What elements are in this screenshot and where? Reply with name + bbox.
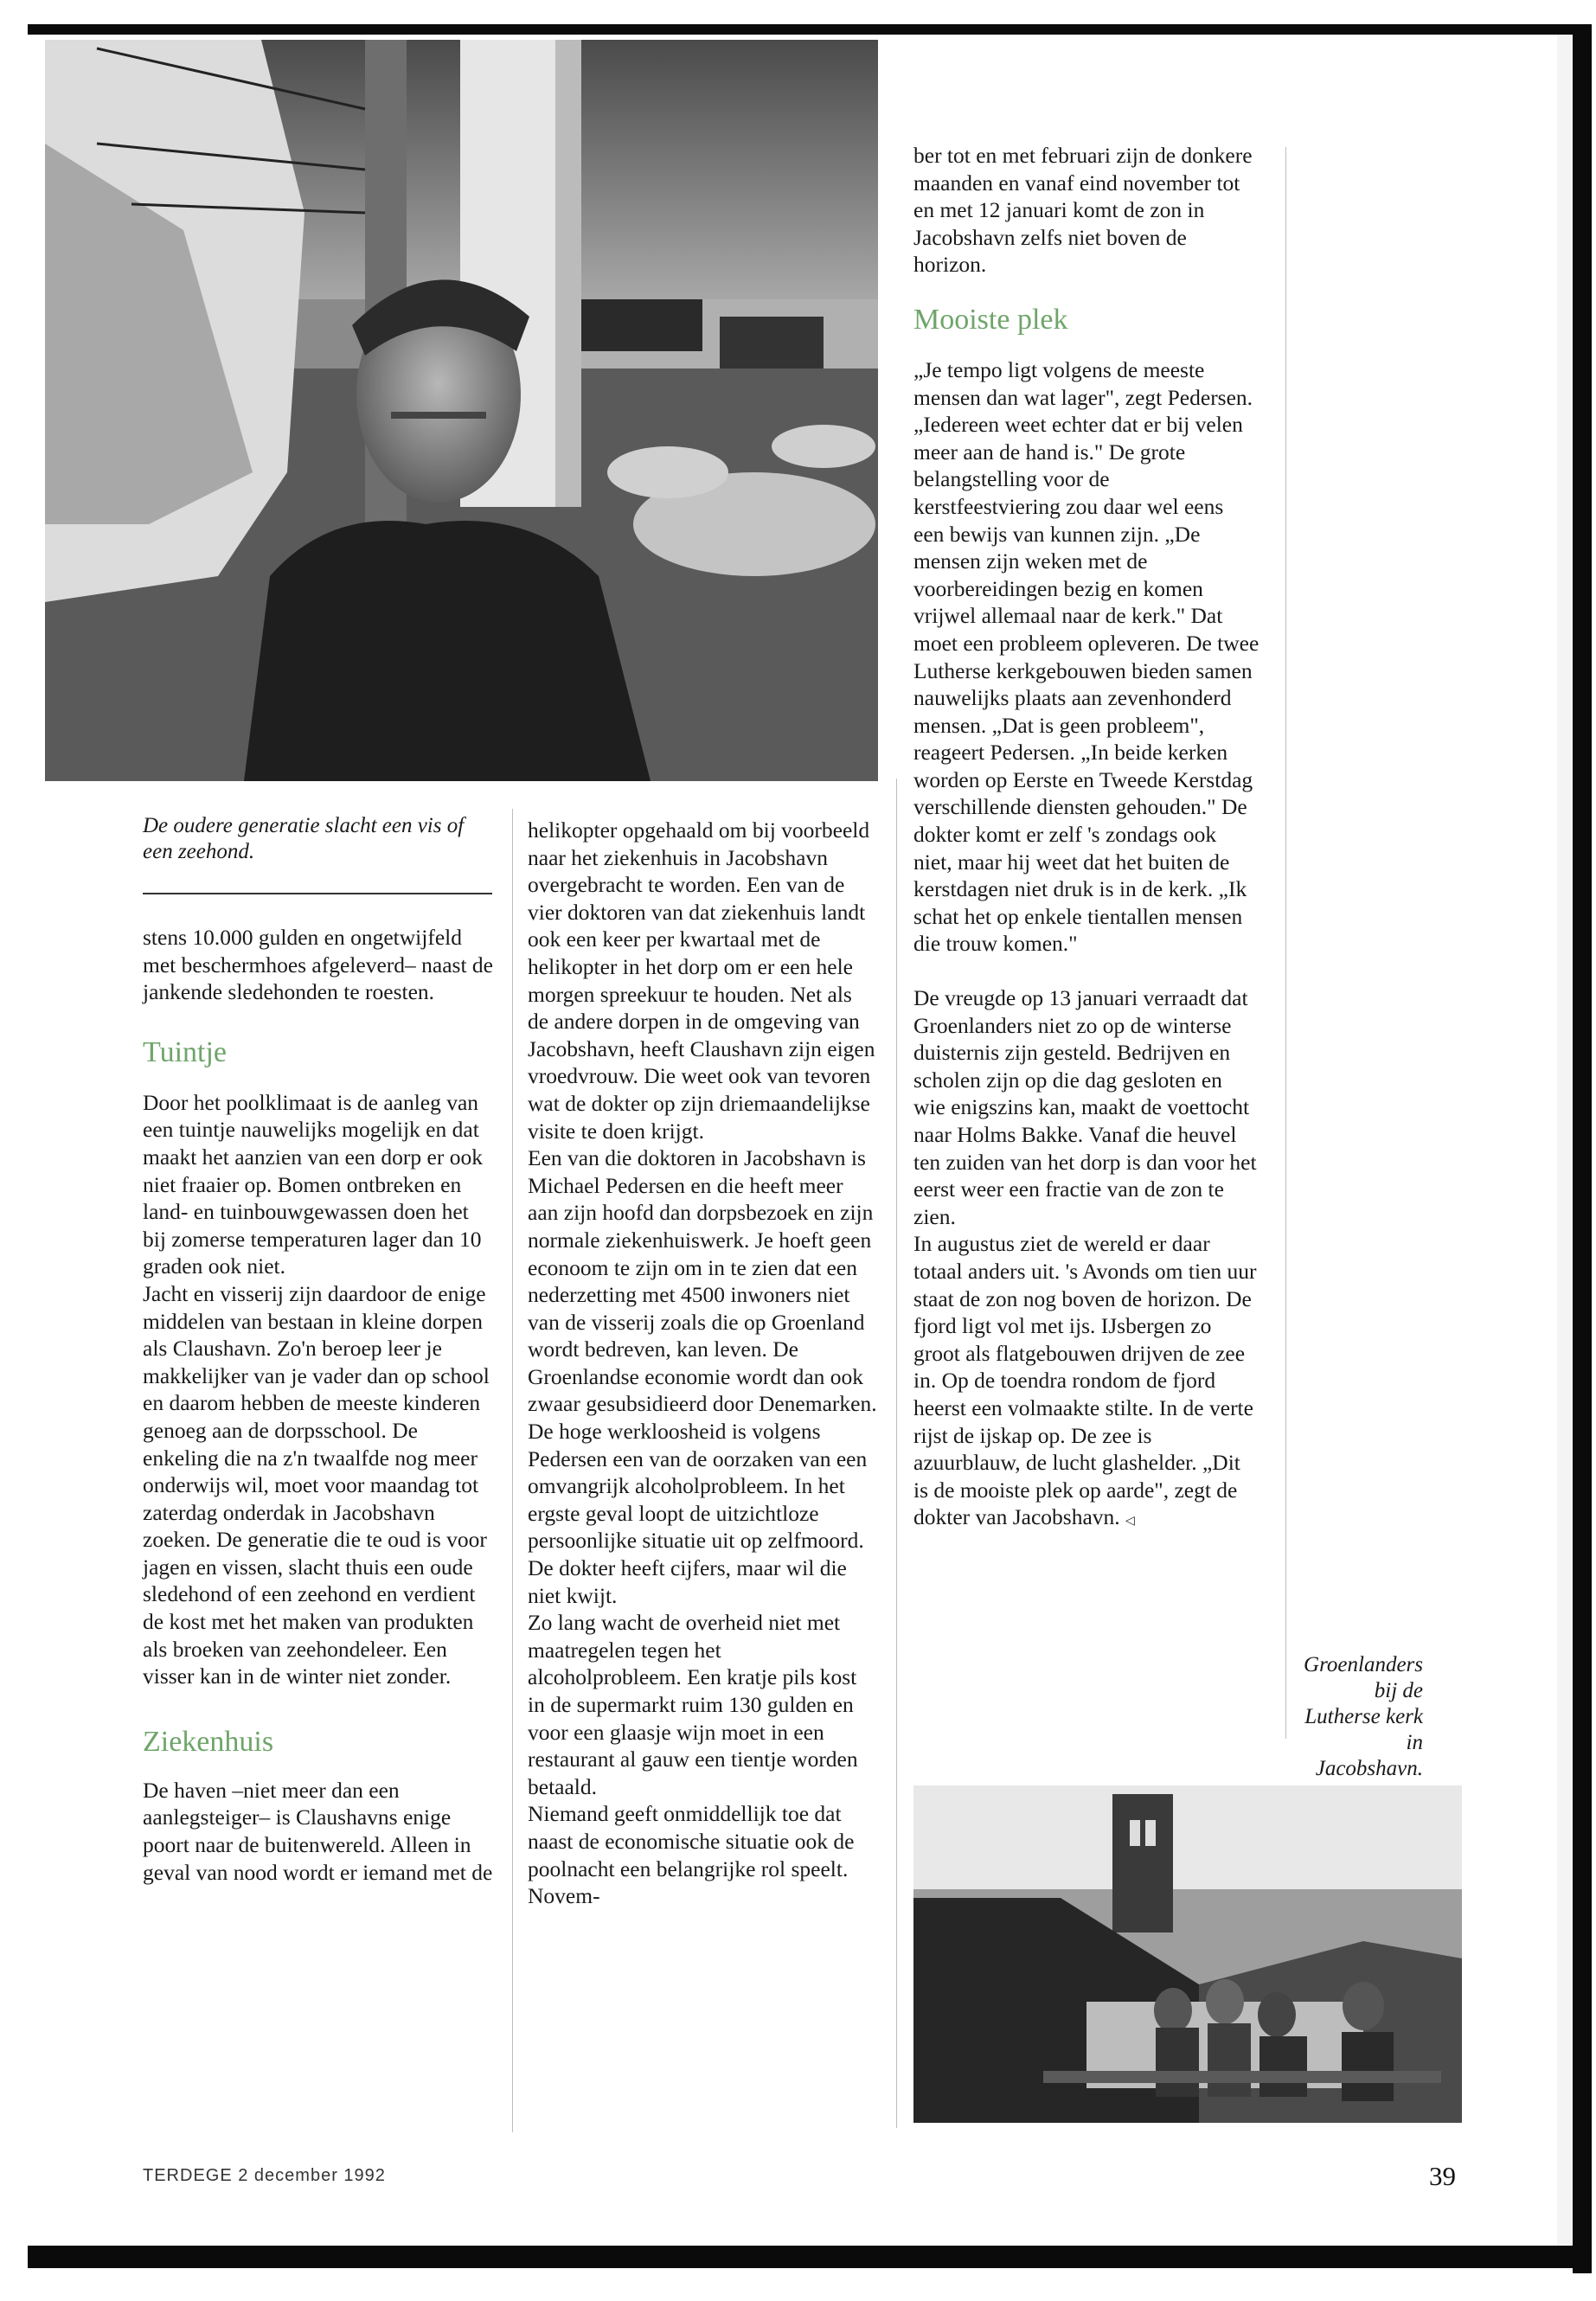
heading-mooiste-plek: Mooiste plek [913,303,1068,336]
caption-church-photo: Groenlanders bij de Lutherse kerk in Jacobshavn. [1304,1653,1423,1780]
column-divider-1 [512,809,513,2132]
photo-elderly-man [45,40,878,781]
photo-elderly-man-greenland-icon [45,40,878,781]
column-divider-2 [896,779,897,2128]
col2-paragraph-5: Niemand geeft onmiddellijk toe dat naast de economische situatie ook de poolnacht een belangrijke rol speelt. Novem- [528,1801,855,1909]
col3-paragraph-1: ber tot en met februari zijn de donkere maanden en vanaf eind november tot en met 12 januari komt de zon in Jacobshavn zelfs niet boven de horizon. [913,143,1253,278]
col1-paragraph-4: De haven –niet meer dan een aanlegsteiger– is Claushavns enige poort naar de buitenwereld. Alleen in geval van nood wordt er iemand met de [143,1777,493,1885]
col3-paragraph-4-text: In augustus ziet de wereld er daar totaal anders uit. 's Avonds om tien uur staat de zon nog boven de horizon. De fjord ligt vol met ijs. IJsbergen zo groot als flatgebouwen drijven de zee in. Op de toendra rondom de fjord heerst een volmaakte stilte. In de verte rijst de ijskap op. De zee is azuurblauw, de lucht glashelder. „Dit is de mooiste plek op aarde", zegt de dokter van Jacobshavn. [913,1231,1257,1530]
heading-ziekenhuis: Ziekenhuis [143,1725,274,1758]
col3-paragraph-4 [913,1230,1259,1535]
col1-paragraph-1: stens 10.000 gulden en ongetwijfeld met beschermhoes afgeleverd– naast de jankende sledehonden te roesten. [143,925,493,1005]
publication-footer: TERDEGE 2 december 1992 [143,2166,386,2185]
photo-lutheran-church-group-icon [913,1785,1462,2123]
scan-page-edge [1557,35,1573,2246]
article-column-2 [528,817,878,1910]
col2-paragraph-1: helikopter opgehaald om bij voorbeeld naar het ziekenhuis in Jacobshavn overgebracht te worden. Een van de vier doktoren van dat ziekenhuis landt ook een keer per kwartaal met de helikopter in het dorp om er een hele morgen spreekuur te houden. Net als de andere dorpen in de omgeving van Jacobshavn, heeft Claushavn zijn eigen vroedvrouw. Die weet ook van tevoren wat de dokter op zijn driemaandelijkse visite te doen krijgt. [528,817,875,1144]
page-number: 39 [1429,2161,1456,2191]
col1-paragraph-3: Jacht en visserij zijn daardoor de enige middelen van bestaan in kleine dorpen als Claushavn. Zo'n beroep leer je makkelijker van je vader dan op school en daarom hebben de meeste kinderen genoeg aan de dorpsschool. De enkeling die na z'n twaalfde nog meer onderwijs wil, moet voor maandag tot zaterdag onderdak in Jacobshavn zoeken. De generatie die te oud is voor jagen en vissen, slacht thuis een oude sledehond of een zeehond en verdient de kost met het maken van produkten als broeken van zeehondeleer. Een visser kan in de winter niet zonder. [143,1280,490,1689]
scan-border-top [28,24,1585,35]
col1-paragraph-2: Door het poolklimaat is de aanleg van een tuintje nauwelijks mogelijk en dat maakt het aanzien van een dorp er ook niet fraaier op. Bomen ontbreken en land- en tuinbouwgewassen doen het bij zomerse temperaturen lager dan 10 graden ook niet. [143,1089,483,1279]
article-column-3 [913,142,1259,1535]
end-of-article-icon: ◁ [1125,1514,1135,1529]
col2-paragraph-2: Een van die doktoren in Jacobshavn is Michael Pedersen en die heeft meer aan zijn hoofd dan dorpsbezoek en zijn normale ziekenhuiswerk. Je hoeft geen econoom te zijn om in te zien dat een nederzetting met 4500 inwoners niet van de visserij zoals die op Groenland wordt bedreven, kan leven. De Groenlandse economie wordt dan ook zwaar gesubsidieerd door Denemarken. [528,1145,877,1417]
col3-paragraph-2: „Je tempo ligt volgens de meeste mensen dan wat lager", zegt Pedersen. „Iedereen weet echter dat er bij velen meer aan de hand is." De grote belangstelling voor de kerstfeestviering zou daar wel eens een bewijs van kunnen zijn. „De mensen zijn weken met de voorbereidingen bezig en komen vrijwel allemaal naar de kerk." Dat moet een probleem opleveren. De twee Lutherse kerkgebouwen bieden samen nauwelijks plaats aan zevenhonderd mensen. „Dat is geen probleem", reageert Pedersen. „In beide kerken worden op Eerste en Tweede Kerstdag verschillende diensten gehouden." De dokter komt er zelf 's zondags ook niet, maar hij weet dat het buiten de kerstdagen niet druk is in de kerk. „Ik schat het op enkele tientallen mensen die trouw komen." [913,356,1259,957]
col3-paragraph-3: De vreugde op 13 januari verraadt dat Groenlanders niet zo op de winterse duisternis zijn gesteld. Bedrijven en scholen zijn op die dag gesloten en wie enigszins kan, maakt de voettocht naar Holms Bakke. Vanaf die heuvel ten zuiden van het dorp is dan voor het eerst weer een fractie van de zon te zien. [913,985,1257,1229]
col2-paragraph-4: Zo lang wacht de overheid niet met maatregelen tegen het alcoholprobleem. Een kratje pils kost in de supermarkt ruim 130 gulden en voor een glaasje wijn moet in een restaurant al gauw een tientje worden betaald. [528,1610,858,1799]
scan-border-bottom [28,2246,1592,2268]
caption-main-photo: De oudere generatie slacht een vis of een zeehond. [143,814,465,863]
heading-tuintje: Tuintje [143,1035,228,1068]
column-divider-3 [1285,147,1286,1739]
photo-lutheran-church [913,1785,1462,2123]
caption-divider [143,893,492,894]
col2-paragraph-3: De hoge werkloosheid is volgens Pedersen een van de oorzaken van een omvangrijk alcoholprobleem. In het ergste geval loopt de uitzichtloze persoonlijke situatie uit op zelfmoord. De dokter heeft cijfers, maar wil die niet kwijt. [528,1419,868,1608]
scan-border-right [1573,24,1592,2273]
article-column-1 [143,924,493,1886]
